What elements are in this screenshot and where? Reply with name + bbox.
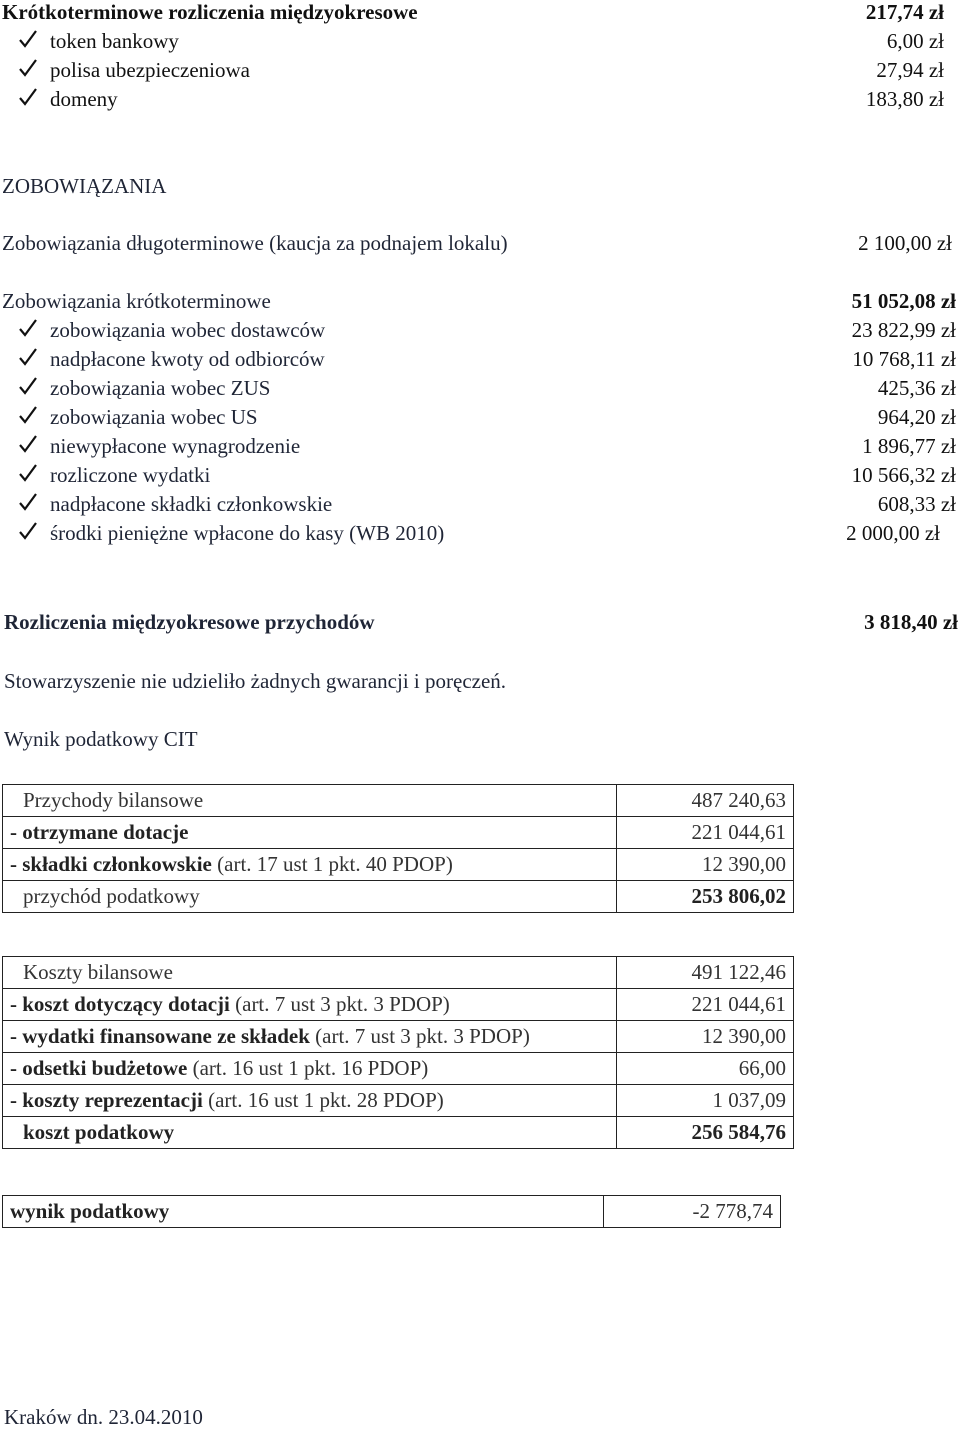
table-row: [3, 817, 794, 849]
table-cell-label: - koszty reprezentacji (art. 16 ust 1 pkt. 28 PDOP): [3, 1085, 617, 1117]
liabilities-heading: ZOBOWIĄZANIA: [2, 174, 167, 198]
list-item: [0, 87, 960, 115]
short-term-title: Zobowiązania krótkoterminowe: [2, 289, 271, 313]
table-row: [3, 785, 794, 817]
cit-result-table: [2, 1195, 781, 1228]
list-item-value: 23 822,99 zł: [851, 318, 956, 342]
checkmark-icon: [18, 491, 38, 513]
table-cell-value: 253 806,02: [617, 881, 794, 913]
checkmark-icon: [18, 433, 38, 455]
list-item-value: 10 768,11 zł: [852, 347, 956, 371]
table-cell-value: 487 240,63: [617, 785, 794, 817]
long-term-value: 2 100,00 zł: [858, 231, 952, 255]
table-cell-label: koszt podatkowy: [3, 1117, 617, 1149]
checkmark-icon: [18, 404, 38, 426]
rmk-total: 217,74 zł: [865, 0, 944, 24]
short-term-header-row: [0, 289, 960, 317]
list-item-label: środki pieniężne wpłacone do kasy (WB 2010): [50, 521, 445, 545]
table-row: [3, 957, 794, 989]
long-term-label: Zobowiązania długoterminowe (kaucja za podnajem lokalu): [2, 231, 508, 255]
checkmark-icon: [18, 86, 38, 108]
list-item: [0, 405, 960, 433]
table-row: [3, 989, 794, 1021]
rmk-header-row: [0, 0, 960, 28]
checkmark-icon: [18, 57, 38, 79]
list-item-label: polisa ubezpieczeniowa: [50, 58, 250, 82]
list-item-label: zobowiązania wobec US: [50, 405, 258, 429]
table-cell-label: - wydatki finansowane ze składek (art. 7 ust 3 pkt. 3 PDOP): [3, 1021, 617, 1053]
table-row: [3, 1085, 794, 1117]
list-item-value: 2 000,00 zł: [846, 521, 940, 545]
long-term-liabilities-row: [0, 231, 960, 259]
list-item: [0, 463, 960, 491]
cit-costs-table: [2, 956, 794, 1149]
list-item: [0, 521, 960, 549]
table-row: [3, 1196, 781, 1228]
list-item: [0, 347, 960, 375]
table-row: [3, 1021, 794, 1053]
table-row: [3, 1053, 794, 1085]
deferred-income-value: 3 818,40 zł: [864, 610, 958, 634]
table-cell-value: -2 778,74: [604, 1196, 781, 1228]
table-cell-value: 256 584,76: [617, 1117, 794, 1149]
list-item-label: zobowiązania wobec dostawców: [50, 318, 326, 342]
checkmark-icon: [18, 346, 38, 368]
guarantees-note: Stowarzyszenie nie udzieliło żadnych gwarancji i poręczeń.: [4, 669, 507, 693]
list-item-label: nadpłacone składki członkowskie: [50, 492, 333, 516]
table-cell-value: 1 037,09: [617, 1085, 794, 1117]
list-item-value: 1 896,77 zł: [862, 434, 956, 458]
checkmark-icon: [18, 520, 38, 542]
table-cell-value: 491 122,46: [617, 957, 794, 989]
table-cell-label: - otrzymane dotacje: [3, 817, 617, 849]
table-cell-label: wynik podatkowy: [3, 1196, 604, 1228]
table-cell-value: 12 390,00: [617, 849, 794, 881]
table-cell-value: 221 044,61: [617, 817, 794, 849]
table-cell-value: 66,00: [617, 1053, 794, 1085]
place-date: Kraków dn. 23.04.2010: [4, 1405, 203, 1429]
checkmark-icon: [18, 462, 38, 484]
list-item-value: 27,94 zł: [876, 58, 944, 82]
table-cell-label: przychód podatkowy: [3, 881, 617, 913]
list-item-value: 608,33 zł: [877, 492, 956, 516]
list-item-label: niewypłacone wynagrodzenie: [50, 434, 301, 458]
cit-revenue-table: [2, 784, 794, 913]
list-item-label: token bankowy: [50, 29, 179, 53]
cit-heading: Wynik podatkowy CIT: [4, 727, 198, 751]
list-item: [0, 492, 960, 520]
checkmark-icon: [18, 28, 38, 50]
table-cell-label: - koszt dotyczący dotacji (art. 7 ust 3 pkt. 3 PDOP): [3, 989, 617, 1021]
list-item-label: nadpłacone kwoty od odbiorców: [50, 347, 325, 371]
table-row: [3, 849, 794, 881]
checkmark-icon: [18, 317, 38, 339]
list-item: [0, 376, 960, 404]
list-item-value: 964,20 zł: [877, 405, 956, 429]
list-item: [0, 58, 960, 86]
table-row: [3, 1117, 794, 1149]
table-cell-value: 12 390,00: [617, 1021, 794, 1053]
short-term-total: 51 052,08 zł: [851, 289, 956, 313]
list-item-value: 10 566,32 zł: [851, 463, 956, 487]
list-item-label: domeny: [50, 87, 118, 111]
list-item: [0, 29, 960, 57]
list-item: [0, 318, 960, 346]
list-item-label: zobowiązania wobec ZUS: [50, 376, 271, 400]
list-item: [0, 434, 960, 462]
table-row: [3, 881, 794, 913]
table-cell-label: - składki członkowskie (art. 17 ust 1 pkt. 40 PDOP): [3, 849, 617, 881]
checkmark-icon: [18, 375, 38, 397]
deferred-income-row: [0, 610, 960, 638]
table-cell-label: Koszty bilansowe: [3, 957, 617, 989]
list-item-label: rozliczone wydatki: [50, 463, 211, 487]
table-cell-label: - odsetki budżetowe (art. 16 ust 1 pkt. 16 PDOP): [3, 1053, 617, 1085]
list-item-value: 6,00 zł: [886, 29, 944, 53]
list-item-value: 183,80 zł: [865, 87, 944, 111]
list-item-value: 425,36 zł: [877, 376, 956, 400]
table-cell-value: 221 044,61: [617, 989, 794, 1021]
table-cell-label: Przychody bilansowe: [3, 785, 617, 817]
deferred-income-label: Rozliczenia międzyokresowe przychodów: [4, 610, 375, 634]
rmk-title: Krótkoterminowe rozliczenia międzyokresowe: [2, 0, 418, 24]
